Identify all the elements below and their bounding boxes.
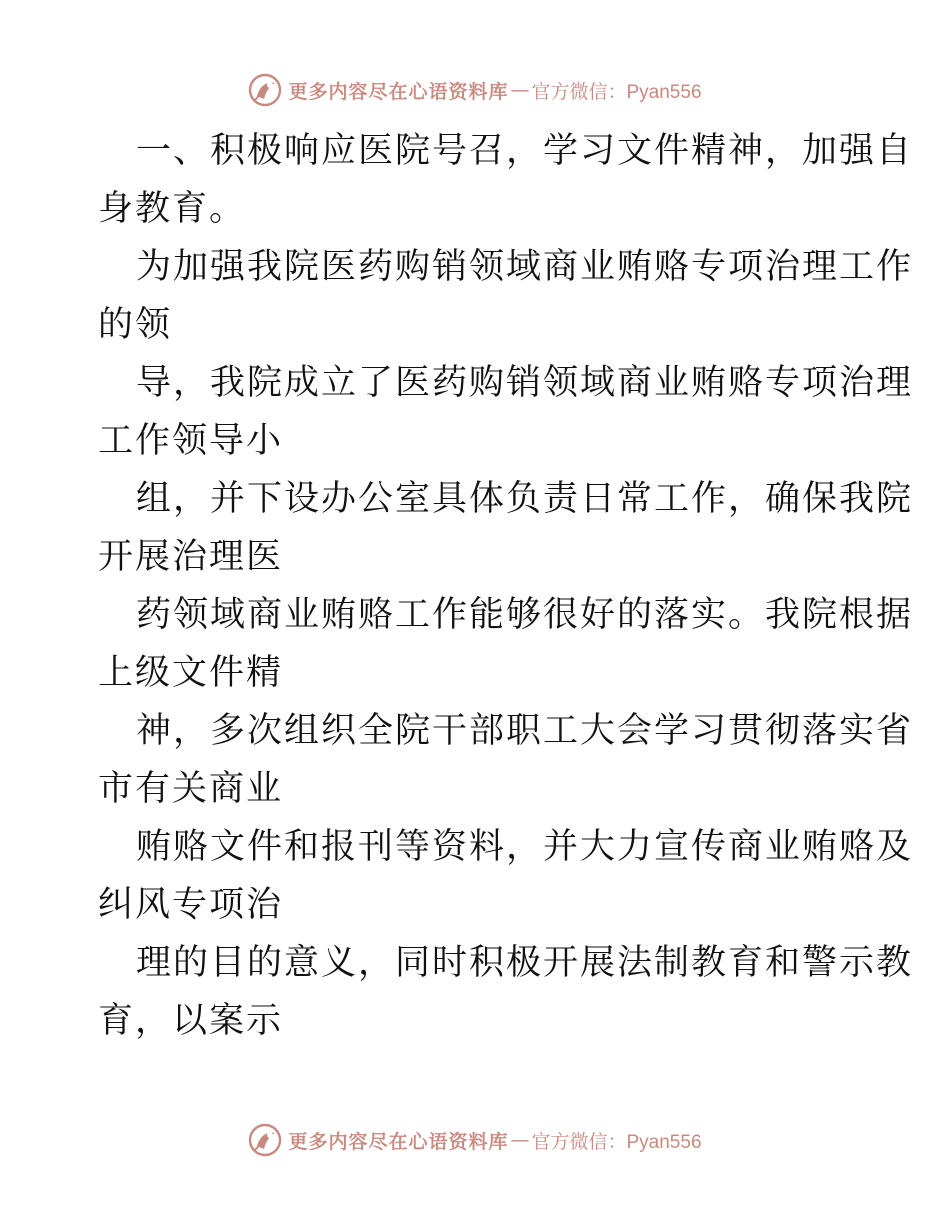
header-watermark bbox=[0, 70, 950, 110]
watermark-account-text: 官方微信：Pyan556 bbox=[531, 1131, 702, 1153]
watermark-separator: — bbox=[510, 1129, 530, 1151]
paragraph-line: 工作领导小 bbox=[98, 421, 284, 461]
paragraph-line: 身教育。 bbox=[98, 189, 247, 229]
paragraph-line: 开展治理医 bbox=[98, 537, 284, 577]
paragraph-line: 为加强我院医药购销领域商业贿赂专项治理工作 bbox=[136, 247, 914, 287]
paragraph-line: 纠风专项治 bbox=[98, 885, 284, 925]
watermark-brand-text: 更多内容尽在心语资料库 bbox=[288, 1130, 509, 1153]
paragraph-line: 组，并下设办公室具体负责日常工作，确保我院 bbox=[136, 479, 914, 519]
paragraph-line: 神，多次组织全院干部职工大会学习贯彻落实省 bbox=[136, 711, 914, 751]
paragraph-line: 导，我院成立了医药购销领域商业贿赂专项治理 bbox=[136, 363, 914, 403]
watermark-separator: — bbox=[510, 79, 530, 101]
paragraph-line: 药领域商业贿赂工作能够很好的落实。我院根据 bbox=[136, 595, 914, 635]
paragraph-line: 贿赂文件和报刊等资料，并大力宣传商业贿赂及 bbox=[136, 827, 914, 867]
document-body bbox=[98, 122, 914, 1050]
paragraph-line: 上级文件精 bbox=[98, 653, 284, 693]
paragraph-line: 育，以案示 bbox=[98, 1001, 284, 1041]
paragraph-line: 的领 bbox=[98, 305, 173, 345]
watermark-brand-text: 更多内容尽在心语资料库 bbox=[288, 80, 509, 103]
flower-logo-icon bbox=[248, 1123, 282, 1157]
paragraph-line: 市有关商业 bbox=[98, 769, 284, 809]
flower-logo-icon bbox=[248, 73, 282, 107]
footer-watermark bbox=[0, 1120, 950, 1160]
watermark-account-text: 官方微信：Pyan556 bbox=[531, 81, 702, 103]
paragraph-line: 一、积极响应医院号召，学习文件精神，加强自 bbox=[136, 131, 914, 171]
paragraph-line: 理的目的意义，同时积极开展法制教育和警示教 bbox=[136, 943, 914, 983]
